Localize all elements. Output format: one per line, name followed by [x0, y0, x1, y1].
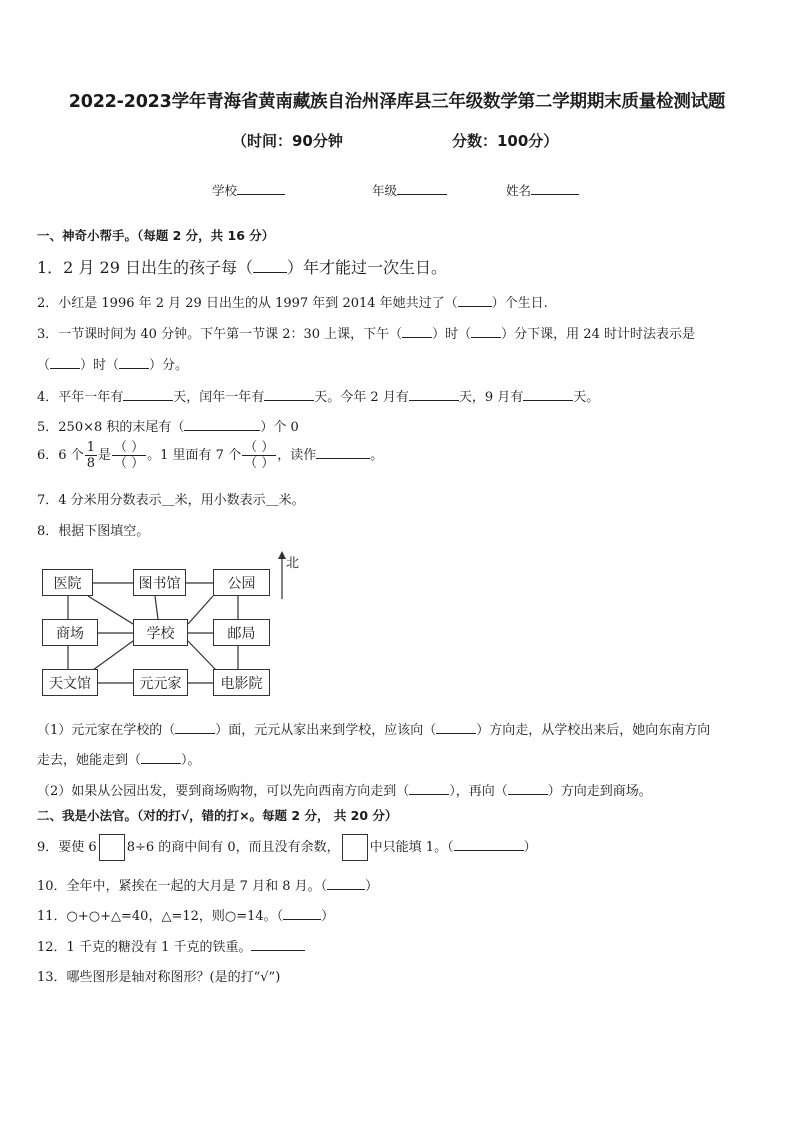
- question-1: 1．2 月 29 日出生的孩子每（ ）年才能过一次生日。: [37, 258, 447, 277]
- answer-blank[interactable]: [508, 782, 548, 795]
- exam-title: 2022-2023学年青海省黄南藏族自治州泽库县三年级数学第二学期期末质量检测试题: [68, 92, 726, 112]
- answer-blank[interactable]: [409, 782, 449, 795]
- answer-blank[interactable]: [253, 260, 287, 273]
- question-10: 10．全年中，紧挨在一起的大月是 7 月和 8 月。（ ）: [37, 879, 379, 894]
- question-9: 9．要使 6 8÷6 的商中间有 0，而且没有余数， 中只能填 1。（ ）: [37, 834, 537, 861]
- map-node-park: 公园: [213, 569, 270, 596]
- question-7: 7．4 分米用分数表示＿米，用小数表示＿米。: [37, 493, 305, 508]
- map-node-home: 元元家: [133, 669, 188, 696]
- school-field[interactable]: 学校: [212, 181, 285, 199]
- answer-blank[interactable]: [175, 721, 215, 734]
- question-3-line-2: （ ）时（ ）分。: [37, 358, 189, 373]
- question-8-2: （2）如果从公园出发，要到商场购物，可以先向西南方向走到（ ），再向（ ）方向走到商场。: [37, 784, 652, 799]
- question-3-line-1: 3．一节课时间为 40 分钟。下午第一节课 2：30 上课，下午（ ）时（ ）分下课，用 24 时计时法表示是: [37, 327, 695, 342]
- digit-box[interactable]: [99, 834, 125, 861]
- question-2: 2．小红是 1996 年 2 月 29 日出生的从 1997 年到 2014 年她共过了（ ）个生日.: [37, 296, 548, 311]
- question-8-1-line-2: 走去，她能走到（ ）。: [37, 753, 201, 768]
- answer-blank[interactable]: [327, 877, 365, 890]
- section-2-heading: 二、我是小法官。（对的打√，错的打×。每题 2 分， 共 20 分）: [37, 808, 398, 823]
- map-node-hospital: 医院: [42, 569, 93, 596]
- map-node-post-office: 邮局: [213, 619, 270, 646]
- answer-blank[interactable]: [50, 356, 80, 369]
- answer-blank[interactable]: [264, 388, 314, 401]
- question-12: 12．1 千克的糖没有 1 千克的铁重。: [37, 936, 305, 955]
- digit-box[interactable]: [342, 834, 368, 861]
- answer-blank[interactable]: [523, 388, 573, 401]
- fraction-blank[interactable]: $\frac{( )}{( )}$: [244, 440, 275, 471]
- section-1-heading: 一、神奇小帮手。（每题 2 分，共 16 分）: [37, 228, 275, 243]
- map-node-mall: 商场: [42, 619, 98, 646]
- answer-blank[interactable]: [119, 356, 149, 369]
- question-8: 8．根据下图填空。: [37, 524, 150, 539]
- map-node-school: 学校: [133, 619, 188, 646]
- answer-blank[interactable]: [402, 325, 432, 338]
- answer-blank[interactable]: [458, 294, 492, 307]
- answer-blank[interactable]: [316, 446, 370, 459]
- answer-blank[interactable]: [471, 325, 501, 338]
- question-5: 5．250×8 积的末尾有（ ）个 0: [37, 420, 299, 435]
- map-node-cinema: 电影院: [213, 669, 270, 696]
- question-4: 4．平年一年有 天，闰年一年有 天。今年 2 月有 天，9 月有 天。: [37, 390, 600, 405]
- exam-score: 分数：100分）: [452, 132, 559, 150]
- fraction-blank[interactable]: $\frac{( )}{( )}$: [113, 440, 145, 471]
- question-11: 11．○+○+△=40，△=12，则○=14。（ ）: [37, 909, 335, 924]
- answer-blank[interactable]: [436, 721, 476, 734]
- answer-blank[interactable]: [409, 388, 459, 401]
- answer-blank[interactable]: [184, 418, 260, 431]
- answer-blank[interactable]: [454, 838, 524, 851]
- name-field[interactable]: 姓名: [506, 181, 579, 199]
- north-label: 北: [286, 556, 300, 571]
- answer-blank[interactable]: [251, 938, 305, 951]
- grade-field[interactable]: 年级: [372, 181, 447, 199]
- exam-time: （时间：90分钟: [232, 132, 343, 150]
- answer-blank[interactable]: [141, 751, 181, 764]
- question-6: 6．6 个 $\frac{1}{8}$ 是 $\frac{( )}{( )}$ 。1 里面有 7 个 $\frac{( )}{( )}$ ，读作 。: [37, 440, 384, 471]
- fraction-one-eighth: $\frac{1}{8}$: [86, 440, 95, 471]
- question-13: 13．哪些图形是轴对称图形？(是的打“√”): [37, 970, 281, 985]
- question-8-1-line-1: （1）元元家在学校的（ ）面，元元从家出来到学校，应该向（ ）方向走，从学校出来后，她向东南方向: [37, 723, 711, 738]
- map-node-library: 图书馆: [133, 569, 186, 596]
- answer-blank[interactable]: [283, 907, 321, 920]
- answer-blank[interactable]: [123, 388, 173, 401]
- map-node-observatory: 天文馆: [42, 669, 98, 696]
